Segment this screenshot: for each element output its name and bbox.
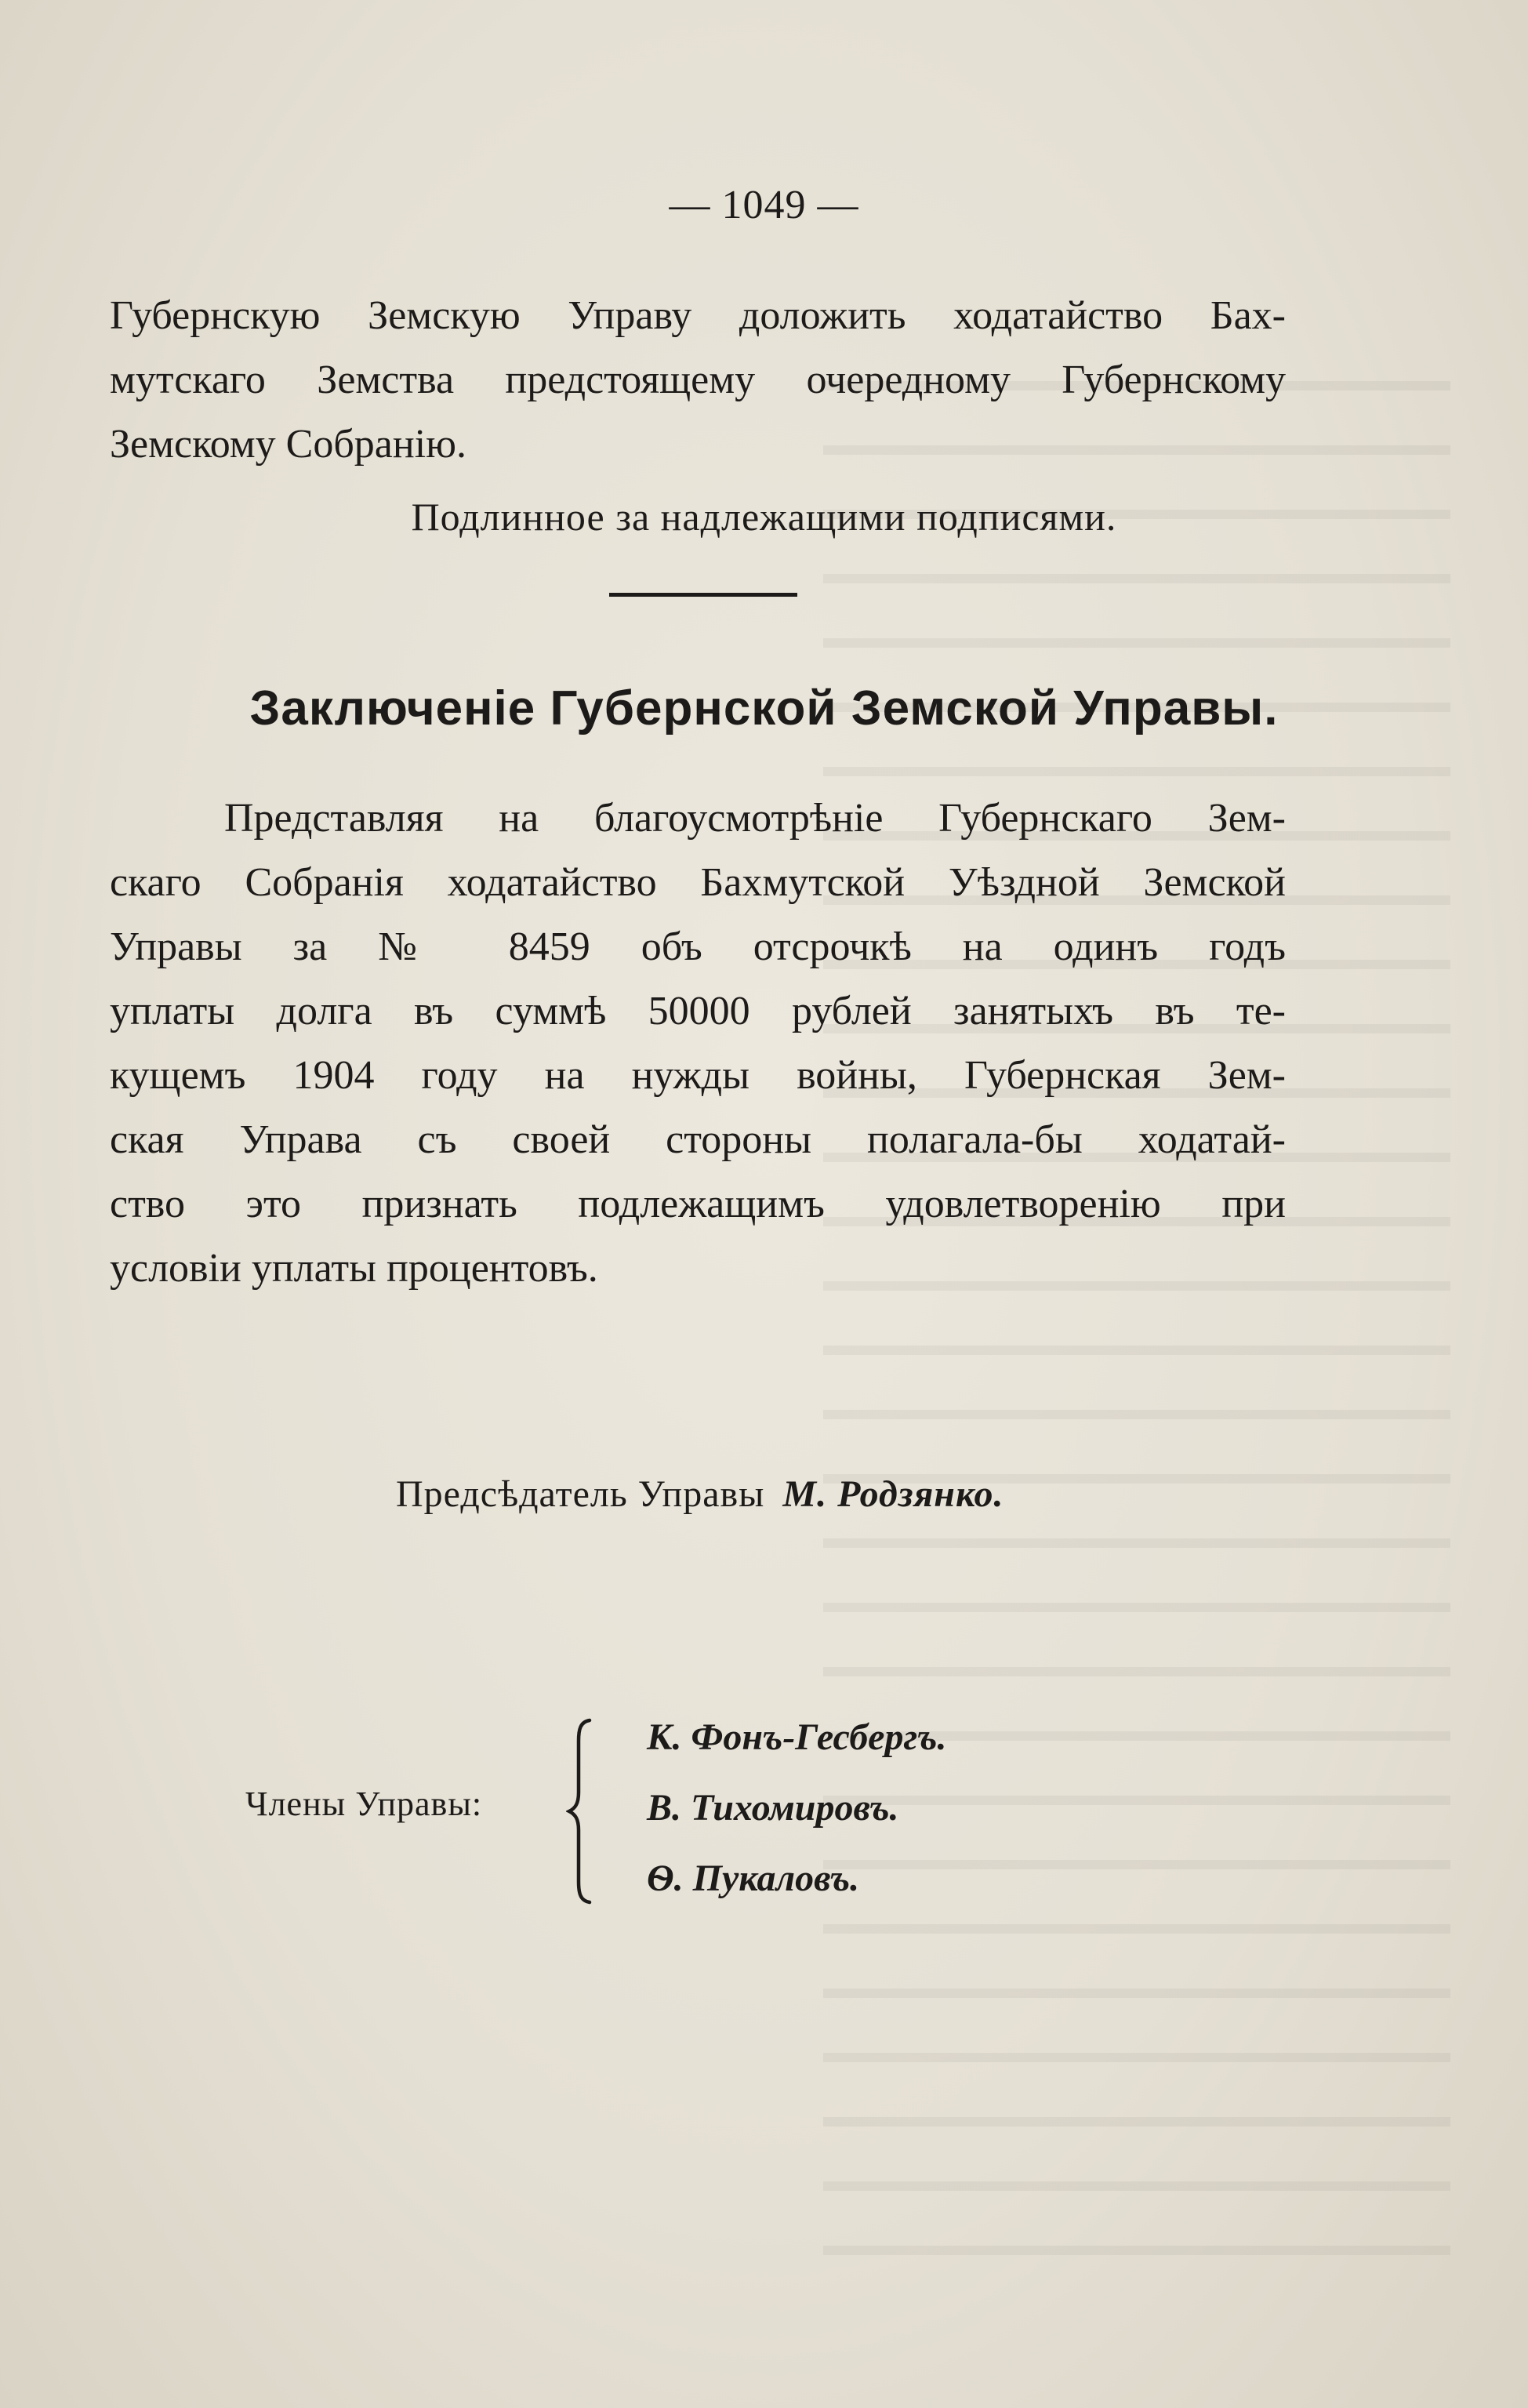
text-line: кущемъ 1904 году на нужды войны, Губернская Зем- bbox=[110, 1053, 1286, 1098]
paragraph-conclusion bbox=[110, 786, 1286, 1301]
section-divider bbox=[609, 593, 797, 597]
chairman-name: М. Родзянко. bbox=[782, 1473, 1004, 1515]
text-line: Представляя на благоусмотрѣніе Губернскаго Зем- bbox=[224, 796, 1286, 841]
curly-brace-icon bbox=[566, 1717, 597, 1905]
text-line: Земскому Собранію. bbox=[110, 422, 466, 467]
text-line: Управы за № 8459 объ отсрочкѣ на одинъ годъ bbox=[110, 924, 1286, 969]
page-number: — 1049 — bbox=[669, 183, 859, 227]
text-line: ская Управа съ своей стороны полагала-бы ходатай- bbox=[110, 1117, 1286, 1162]
text-line: мутскаго Земства предстоящему очередному Губернскому bbox=[110, 358, 1286, 402]
text-line: скаго Собранія ходатайство Бахмутской Уѣздной Земской bbox=[110, 860, 1286, 905]
show-through-texture bbox=[823, 345, 1450, 2266]
member-name: К. Фонъ-Гесбергъ. bbox=[647, 1716, 947, 1758]
section-heading: Заключеніе Губернской Земской Управы. bbox=[249, 681, 1279, 735]
text-line: Губернскую Земскую Управу доложить ходатайство Бах- bbox=[110, 293, 1286, 338]
paragraph-opening bbox=[110, 284, 1286, 477]
chairman-signature bbox=[396, 1473, 1180, 1516]
member-name: Ѳ. Пукаловъ. bbox=[647, 1858, 860, 1899]
certification-note: Подлинное за надлежащими подписями. bbox=[411, 495, 1117, 539]
text-line: ство это признать подлежащимъ удовлетворенію при bbox=[110, 1182, 1286, 1226]
text-line: условіи уплаты процентовъ. bbox=[110, 1246, 598, 1291]
text-line: уплаты долга въ суммѣ 50000 рублей занятыхъ въ те- bbox=[110, 989, 1286, 1033]
member-name: В. Тихомировъ. bbox=[647, 1787, 899, 1829]
chairman-title: Предсѣдатель Управы bbox=[396, 1473, 765, 1515]
members-label: Члены Управы: bbox=[245, 1785, 483, 1823]
